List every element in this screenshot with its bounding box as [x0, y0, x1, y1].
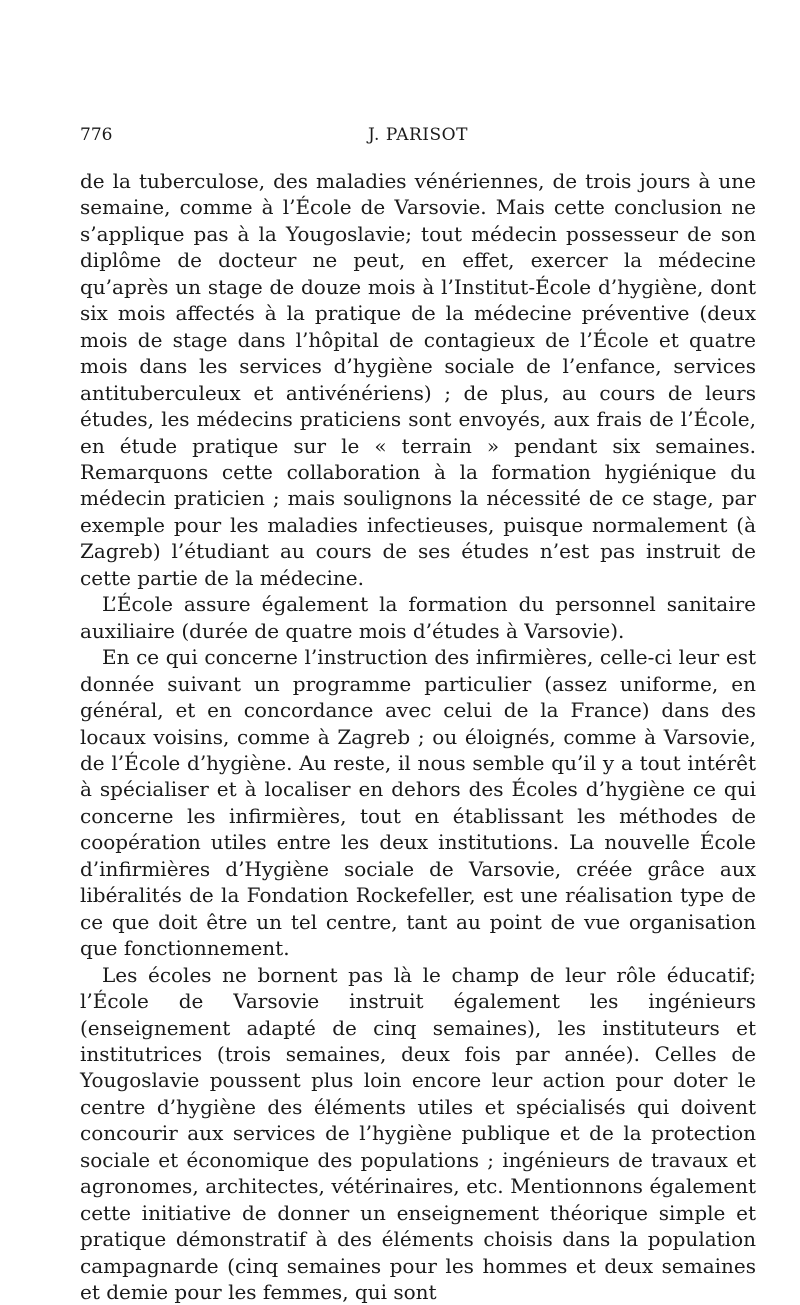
paragraph-schools-role: Les écoles ne bornent pas là le champ de leur rôle éducatif; l’École de Varsovie instruit également les ingénieurs (enseignement adapté de cinq semaines), les instituteurs et institutrices (trois semaines, deux fois par année). Celles de Yougoslavie poussent plus loin encore leur action pour doter le centre d’hygiène des éléments utiles et spécialisés qui doivent concourir aux services de l’hygiène publique et de la protection sociale et économique des populations ; ingénieurs de travaux et agronomes, architectes, vétérinaires, etc. Mentionnons également cette initiative de donner un enseignement théorique simple et pratique démonstratif à des éléments choisis dans la population campagnarde (cinq semaines pour les hommes et deux semaines et demie pour les femmes, qui sont	[80, 962, 756, 1305]
running-head-author: J. PARISOT	[368, 125, 468, 145]
paragraph-auxiliary-staff: L’École assure également la formation du personnel sanitaire auxiliaire (durée de quatre mois d’études à Varsovie).	[80, 592, 756, 643]
paragraph-continued: de la tuberculose, des maladies vénériennes, de trois jours à une semaine, comme à l’École de Varsovie. Mais cette conclusion ne s’applique pas à la Yougoslavie; tout médecin possesseur de son diplôme de docteur ne peut, en effet, exercer la médecine qu’après un stage de douze mois à l’Institut-École d’hygiène, dont six mois affectés à la pratique de la médecine préventive (deux mois de stage dans l’hôpital de contagieux de l’École et quatre mois dans les services d’hygiène sociale de l’enfance, services antituberculeux et antivénériens) ; de plus, au cours de leurs études, les médecins praticiens sont envoyés, aux frais de l’École, en étude pratique sur le « terrain » pendant six semaines. Remarquons cette collaboration à la formation hygiénique du médecin praticien ; mais soulignons la nécessité de ce stage, par exemple pour les maladies infectieuses, puisque normalement (à Zagreb) l’étudiant au cours de ses études n’est pas instruit de cette partie de la médecine.	[80, 169, 756, 590]
body-text	[80, 168, 756, 1305]
paragraph-nurses: En ce qui concerne l’instruction des infirmières, celle-ci leur est donnée suivant un programme particulier (assez uniforme, en général, et en concordance avec celui de la France) dans des locaux voisins, comme à Zagreb ; ou éloignés, comme à Varsovie, de l’École d’hygiène. Au reste, il nous semble qu’il y a tout intérêt à spécialiser et à localiser en dehors des Écoles d’hygiène ce qui concerne les infirmières, tout en établissant les méthodes de coopération utiles entre les deux institutions. La nouvelle École d’infirmières d’Hygiène sociale de Varsovie, créée grâce aux libéralités de la Fondation Rockefeller, est une réalisation type de ce que doit être un tel centre, tant au point de vue organisation que fonctionnement.	[80, 645, 756, 961]
page-number: 776	[80, 125, 113, 145]
running-head	[80, 122, 756, 148]
